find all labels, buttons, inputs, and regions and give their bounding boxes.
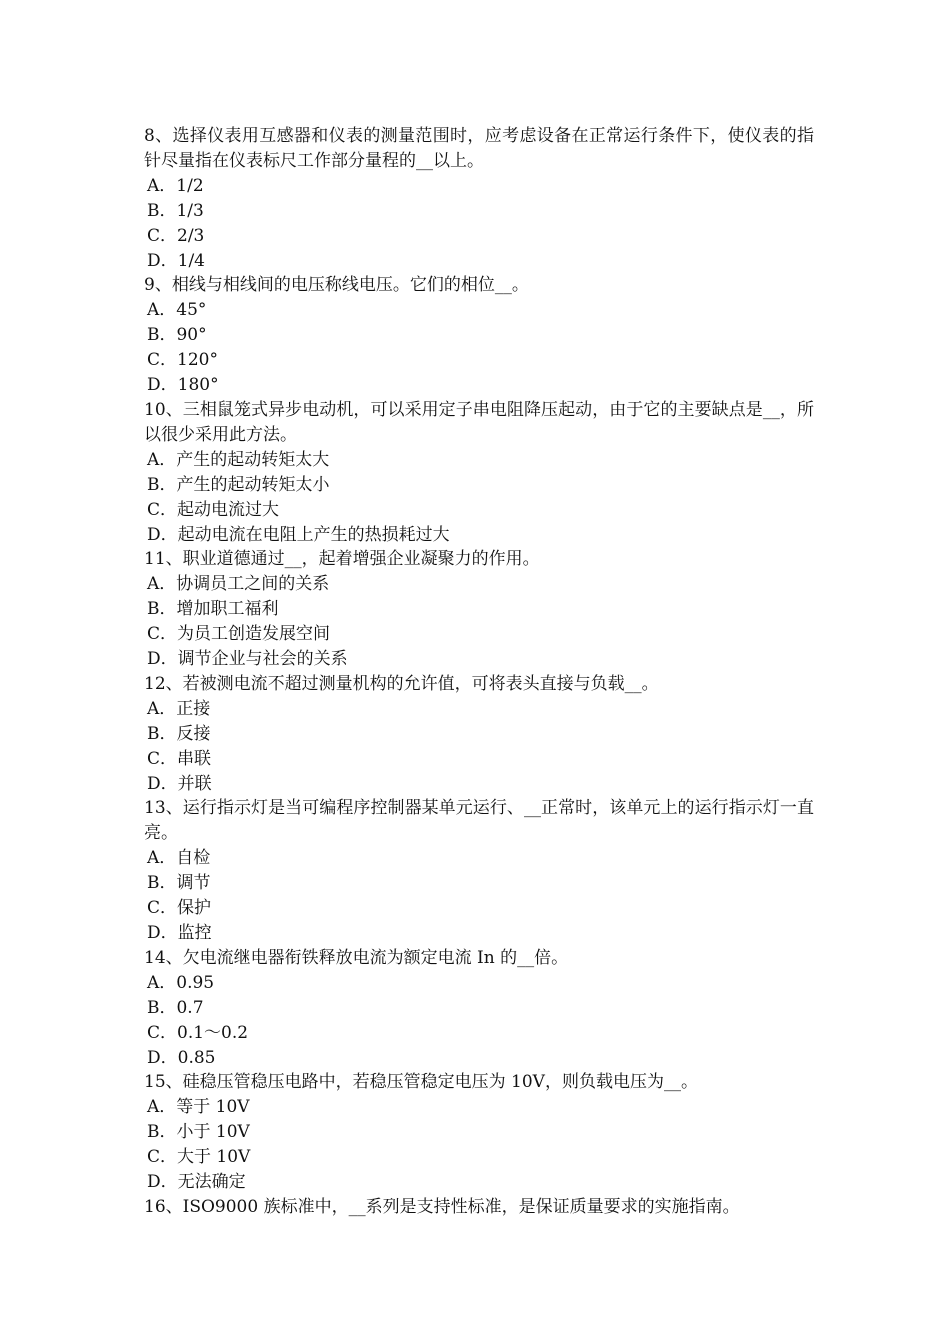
answer-option: A．协调员工之间的关系 bbox=[147, 574, 330, 595]
answer-option: D．无法确定 bbox=[147, 1172, 246, 1193]
question-stem: 14、欠电流继电器衔铁释放电流为额定电流 In 的__倍。 bbox=[144, 947, 569, 968]
answer-option: D．并联 bbox=[147, 773, 212, 794]
question-block bbox=[144, 273, 814, 398]
question-stem: 11、职业道德通过__，起着增强企业凝聚力的作用。 bbox=[144, 549, 540, 570]
answer-option: D．起动电流在电阻上产生的热损耗过大 bbox=[147, 524, 450, 545]
answer-option: D．180° bbox=[147, 375, 219, 396]
question-block bbox=[144, 398, 814, 547]
question-block bbox=[144, 1195, 814, 1220]
answer-option: C．0.1～0.2 bbox=[147, 1022, 249, 1043]
answer-option: C．2/3 bbox=[147, 225, 205, 246]
document-page bbox=[144, 124, 814, 1220]
answer-option: A．产生的起动转矩太大 bbox=[147, 449, 330, 470]
answer-option: A．1/2 bbox=[147, 175, 204, 196]
question-stem: 8、选择仪表用互感器和仪表的测量范围时，应考虑设备在正常运行条件下，使仪表的指针尽量指在仪表标尺工作部分量程的__以上。 bbox=[144, 126, 814, 171]
question-block bbox=[144, 946, 814, 1071]
question-stem: 16、ISO9000 族标准中，__系列是支持性标准，是保证质量要求的实施指南。 bbox=[144, 1196, 740, 1217]
answer-option: D．监控 bbox=[147, 923, 212, 943]
question-block bbox=[144, 1070, 814, 1195]
answer-option: C．大于 10V bbox=[147, 1147, 251, 1168]
question-block bbox=[144, 672, 814, 797]
answer-option: B．增加职工福利 bbox=[147, 599, 279, 620]
question-block bbox=[144, 796, 814, 945]
answer-option: A．等于 10V bbox=[147, 1097, 250, 1118]
question-stem: 12、若被测电流不超过测量机构的允许值，可将表头直接与负载__。 bbox=[144, 673, 659, 694]
answer-option: D．0.85 bbox=[147, 1047, 216, 1068]
question-stem: 10、三相鼠笼式异步电动机，可以采用定子串电阻降压起动，由于它的主要缺点是__，所以很少采用此方法。 bbox=[144, 399, 814, 445]
question-stem: 15、硅稳压管稳压电路中，若稳压管稳定电压为 10V，则负载电压为__。 bbox=[144, 1072, 698, 1093]
answer-option: B．调节 bbox=[147, 873, 211, 894]
answer-option: C．串联 bbox=[147, 748, 212, 769]
answer-option: C．保护 bbox=[147, 898, 212, 919]
answer-option: D．1/4 bbox=[147, 250, 205, 271]
answer-option: C．起动电流过大 bbox=[147, 499, 280, 520]
answer-option: B．1/3 bbox=[147, 200, 204, 221]
answer-option: B．反接 bbox=[147, 723, 211, 744]
answer-option: B．90° bbox=[147, 325, 207, 346]
question-block bbox=[144, 124, 814, 273]
question-stem: 13、运行指示灯是当可编程序控制器某单元运行、__正常时，该单元上的运行指示灯一直亮。 bbox=[144, 798, 814, 844]
question-block bbox=[144, 547, 814, 672]
answer-option: A．正接 bbox=[147, 698, 211, 719]
answer-option: A．45° bbox=[147, 300, 207, 321]
question-stem: 9、相线与相线间的电压称线电压。它们的相位__。 bbox=[144, 275, 529, 296]
answer-option: D．调节企业与社会的关系 bbox=[147, 649, 348, 670]
answer-option: A．0.95 bbox=[147, 972, 215, 993]
answer-option: C．120° bbox=[147, 350, 218, 371]
answer-option: C．为员工创造发展空间 bbox=[147, 624, 331, 645]
answer-option: A．自检 bbox=[147, 848, 211, 869]
answer-option: B．小于 10V bbox=[147, 1122, 250, 1143]
answer-option: B．产生的起动转矩太小 bbox=[147, 474, 330, 495]
answer-option: B．0.7 bbox=[147, 997, 204, 1018]
